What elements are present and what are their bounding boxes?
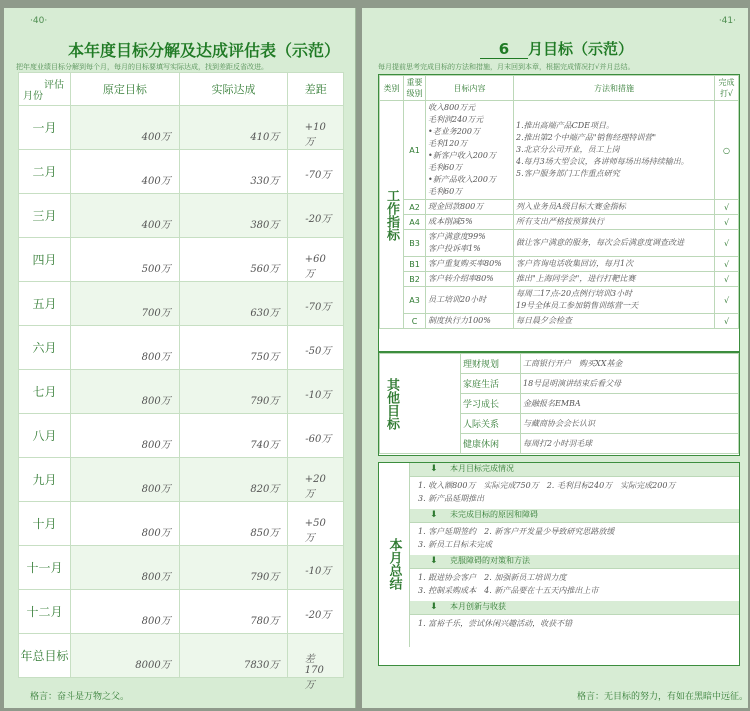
content-cell: 员工培训20小时 — [426, 287, 514, 314]
arrow-down-icon: ⬇ — [430, 464, 438, 474]
month-label: 三月 — [19, 194, 71, 238]
month-label: 二月 — [19, 150, 71, 194]
other-content: 金融报名EMBA — [521, 394, 739, 414]
level-cell: A1 — [404, 101, 426, 200]
method-cell: 每日晨夕会检查 — [514, 314, 715, 329]
work-label: 工作指标 — [384, 188, 399, 241]
gap-cell: +60万 — [288, 238, 344, 282]
gap-cell: +20万 — [288, 458, 344, 502]
other-category: 健康休闲 — [461, 434, 521, 454]
method-cell: 列入业务员A级目标大赛金指标 — [514, 200, 715, 215]
header-target: 原定目标 — [71, 73, 180, 106]
other-category: 人际关系 — [461, 414, 521, 434]
summary-heading: ⬇ 未完成目标的原因和障碍 — [410, 509, 739, 523]
month-label: 六月 — [19, 326, 71, 370]
summary-body: 1. 客户延期签约 2. 新客户开发量少导致研究思路放缓 3. 新员工目标未完成 — [418, 527, 615, 549]
month-label: 年总目标 — [19, 634, 71, 678]
summary-body: 1. 收入额800万 实际完成750万 2. 毛利目标240万 实际完成200万 3. 新产品延期推出 — [418, 481, 676, 503]
month-label: 九月 — [19, 458, 71, 502]
gap-cell: -60万 — [288, 414, 344, 458]
target-cell: 400万 — [71, 150, 180, 194]
table-row — [19, 502, 344, 546]
level-cell: A3 — [404, 287, 426, 314]
month-label: 十二月 — [19, 590, 71, 634]
actual-cell: 380万 — [179, 194, 288, 238]
method-cell: 做让客户满意的服务，每次会后满意度调查改进 — [514, 230, 715, 257]
page-title: 本年度目标分解及达成评估表（示范） — [68, 41, 341, 60]
month-label: 五月 — [19, 282, 71, 326]
target-cell: 400万 — [71, 106, 180, 150]
gap-cell: -70万 — [288, 282, 344, 326]
summary-section — [410, 555, 739, 601]
arrow-down-icon: ⬇ — [430, 556, 438, 566]
done-cell: √ — [715, 215, 739, 230]
table-row — [19, 590, 344, 634]
table-row — [380, 200, 739, 215]
header-content: 目标内容 — [426, 76, 514, 101]
actual-cell: 330万 — [179, 150, 288, 194]
done-cell: √ — [715, 314, 739, 329]
other-category: 理财规划 — [461, 354, 521, 374]
done-cell: √ — [715, 272, 739, 287]
other-content: 18号昆明演讲结束后看父母 — [521, 374, 739, 394]
summary-label-cell — [379, 463, 409, 665]
month-label: 七月 — [19, 370, 71, 414]
actual-cell: 750万 — [179, 326, 288, 370]
target-cell: 800万 — [71, 414, 180, 458]
actual-cell: 740万 — [179, 414, 288, 458]
summary-body: 1. 富裕千乐，尝试休闲兴趣活动，收获不错 — [418, 619, 573, 628]
actual-cell: 820万 — [179, 458, 288, 502]
target-cell: 8000万 — [71, 634, 180, 678]
other-content: 工商银行开户 购买XX基金 — [521, 354, 739, 374]
table-row — [380, 230, 739, 257]
table-row — [19, 546, 344, 590]
category-cell — [380, 101, 404, 329]
other-category: 家庭生活 — [461, 374, 521, 394]
month-number: 6 — [480, 40, 528, 59]
other-label-cell — [380, 354, 461, 454]
other-content: 与藏商协会会长认识 — [521, 414, 739, 434]
monthly-summary-box — [378, 462, 740, 666]
table-row — [380, 314, 739, 329]
header-level: 重要级别 — [404, 76, 426, 101]
month-label: 一月 — [19, 106, 71, 150]
header-done: 完成打√ — [715, 76, 739, 101]
quote: 格言：无目标的努力，有如在黑暗中远征。 — [576, 692, 748, 702]
table-row — [19, 370, 344, 414]
summary-label: 本月总结 — [386, 538, 402, 590]
summary-body: 1. 跟进协会客户 2. 加强新员工培训力度 3. 控制采购成本 4. 新产品要在十五天内推出上市 — [418, 573, 599, 595]
header-category: 类别 — [380, 76, 404, 101]
target-cell: 800万 — [71, 502, 180, 546]
table-row — [380, 215, 739, 230]
done-cell: ○ — [715, 101, 739, 200]
other-category: 学习成长 — [461, 394, 521, 414]
left-page — [4, 8, 356, 708]
other-label: 其他目标 — [384, 377, 399, 430]
instruction-text: 把年度业绩目标分解到每个月，每月的目标要填写实际达成，找到差距反省改进。 — [16, 63, 268, 71]
month-label: 十月 — [19, 502, 71, 546]
gap-cell: -70万 — [288, 150, 344, 194]
gap-cell: 差170万 — [288, 634, 344, 678]
summary-section — [410, 601, 739, 647]
content-cell: 现金回款800万 — [426, 200, 514, 215]
header-method: 方法和措施 — [514, 76, 715, 101]
content-cell: 成本削减5% — [426, 215, 514, 230]
table-row — [380, 257, 739, 272]
other-content: 每周打2小时羽毛球 — [521, 434, 739, 454]
work-goals-box — [378, 74, 740, 352]
target-cell: 400万 — [71, 194, 180, 238]
done-cell: √ — [715, 257, 739, 272]
table-row — [19, 150, 344, 194]
target-cell: 800万 — [71, 458, 180, 502]
target-cell: 800万 — [71, 370, 180, 414]
actual-cell: 790万 — [179, 546, 288, 590]
other-goals-table — [379, 353, 739, 454]
target-cell: 500万 — [71, 238, 180, 282]
content-cell: 收入800万元 毛利润240万元 •老业务200万 毛利120万 •新客户收入200万 毛利60万 •新产品收入200万 毛利60万 — [426, 101, 514, 200]
target-cell: 800万 — [71, 590, 180, 634]
gap-cell: -50万 — [288, 326, 344, 370]
method-cell: 所有支出严格按预算执行 — [514, 215, 715, 230]
table-row — [380, 354, 739, 374]
target-cell: 700万 — [71, 282, 180, 326]
header-actual: 实际达成 — [179, 73, 288, 106]
month-label: 十一月 — [19, 546, 71, 590]
done-cell: √ — [715, 200, 739, 215]
level-cell: C — [404, 314, 426, 329]
method-cell: 每周二17点-20点例行培训3小时 19号全体员工参加销售训练营一天 — [514, 287, 715, 314]
page-number: ·41· — [718, 16, 736, 26]
summary-heading: ⬇ 本月创新与收获 — [410, 601, 739, 615]
done-cell: √ — [715, 287, 739, 314]
level-cell: B1 — [404, 257, 426, 272]
content-cell: 客户转介绍率80% — [426, 272, 514, 287]
actual-cell: 780万 — [179, 590, 288, 634]
table-row — [380, 272, 739, 287]
table-row — [380, 287, 739, 314]
method-cell: 1.推出高端产品CDE项目。 2.推出第2个中端产品"销售经理特训营" 3.北京分公司开业，员工上岗 4.每月3场大型会议，各讲师每场出场持续输出。 5.客户服务部门工作重点研究 — [514, 101, 715, 200]
annual-goal-table — [18, 72, 344, 691]
actual-cell: 560万 — [179, 238, 288, 282]
quote: 格言：奋斗是万物之父。 — [30, 692, 130, 702]
content-cell: 制度执行力100% — [426, 314, 514, 329]
actual-cell: 790万 — [179, 370, 288, 414]
gap-cell: +10万 — [288, 106, 344, 150]
arrow-down-icon: ⬇ — [430, 602, 438, 612]
header-gap: 差距 — [288, 73, 344, 106]
target-cell: 800万 — [71, 546, 180, 590]
method-cell: 推出"上海同学会"，进行打靶比赛 — [514, 272, 715, 287]
summary-content — [409, 463, 739, 647]
month-label: 八月 — [19, 414, 71, 458]
summary-section — [410, 463, 739, 509]
actual-cell: 410万 — [179, 106, 288, 150]
level-cell: B3 — [404, 230, 426, 257]
level-cell: B2 — [404, 272, 426, 287]
work-goals-table — [379, 75, 739, 329]
level-cell: A2 — [404, 200, 426, 215]
gap-cell: -10万 — [288, 546, 344, 590]
gap-cell: +50万 — [288, 502, 344, 546]
gap-cell: -10万 — [288, 370, 344, 414]
page-number: ·40· — [30, 16, 48, 26]
table-row — [19, 634, 344, 678]
done-cell: √ — [715, 230, 739, 257]
table-row — [19, 326, 344, 370]
instruction-text: 每月提前思考完成目标的方法和措施，月末回到本章，根据完成情况打√并月总结。 — [378, 63, 635, 71]
arrow-down-icon: ⬇ — [430, 510, 438, 520]
page-title: 6 月目标（示范） — [480, 38, 633, 59]
table-row — [19, 458, 344, 502]
corner-header: 评估 月份 — [19, 73, 71, 106]
summary-heading: ⬇ 本月目标完成情况 — [410, 463, 739, 477]
summary-section — [410, 509, 739, 555]
other-goals-box — [378, 352, 740, 456]
table-row — [19, 194, 344, 238]
table-row — [19, 414, 344, 458]
actual-cell: 630万 — [179, 282, 288, 326]
actual-cell: 7830万 — [179, 634, 288, 678]
table-row — [19, 282, 344, 326]
content-cell: 客户满意度99% 客户投诉率1% — [426, 230, 514, 257]
month-label: 四月 — [19, 238, 71, 282]
gap-cell: -20万 — [288, 194, 344, 238]
summary-heading: ⬇ 克服障碍的对策和方法 — [410, 555, 739, 569]
actual-cell: 850万 — [179, 502, 288, 546]
gap-cell: -20万 — [288, 590, 344, 634]
content-cell: 客户重复购买率80% — [426, 257, 514, 272]
target-cell: 800万 — [71, 326, 180, 370]
level-cell: A4 — [404, 215, 426, 230]
table-row — [19, 106, 344, 150]
method-cell: 客户咨询电话收集回访，每月1次 — [514, 257, 715, 272]
right-page — [362, 8, 748, 708]
table-row — [19, 238, 344, 282]
table-row — [380, 101, 739, 200]
